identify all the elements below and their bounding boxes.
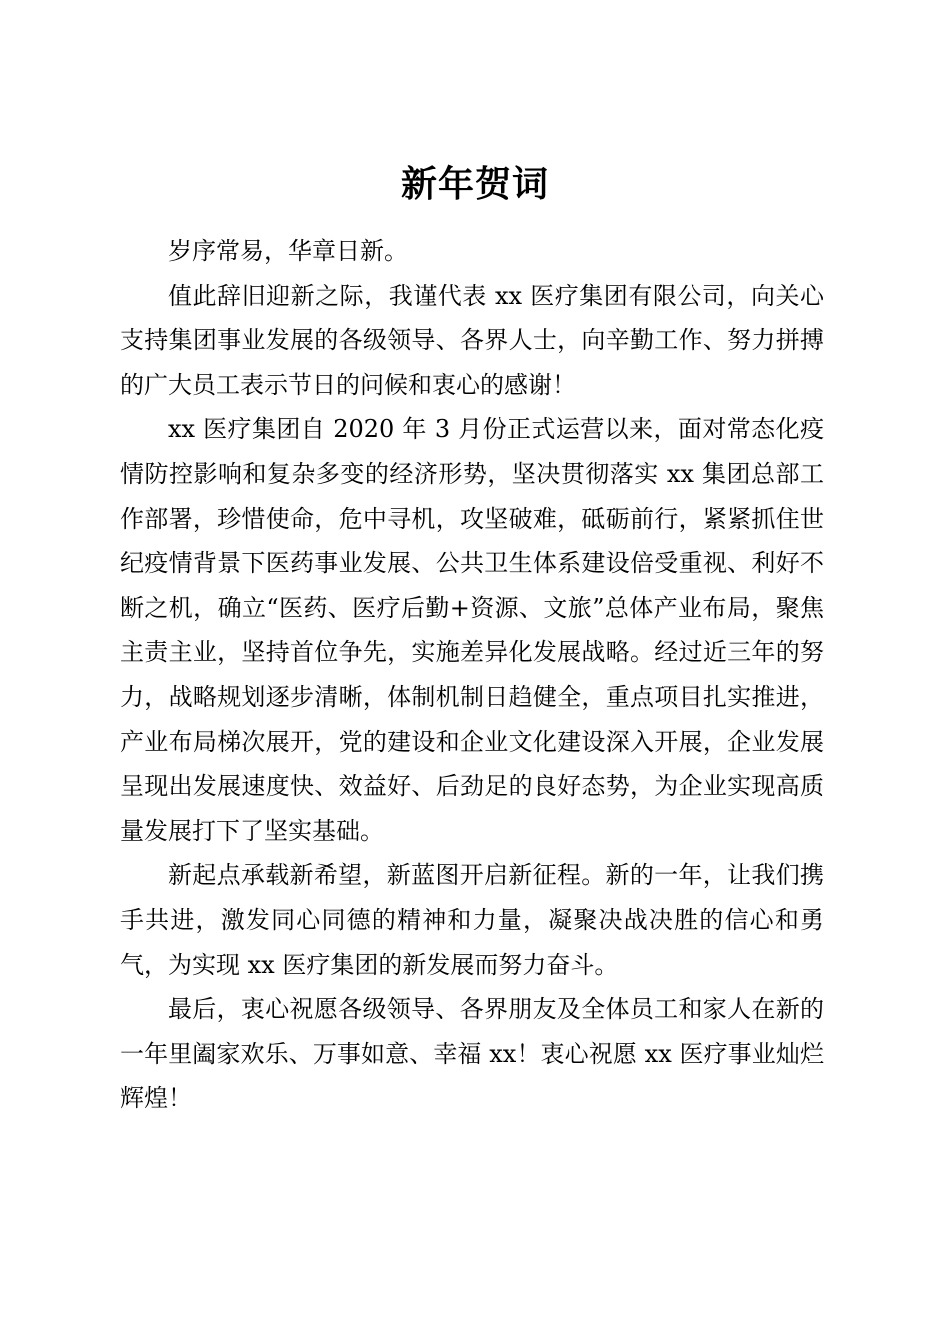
paragraph-closing: 最后，衷心祝愿各级领导、各界朋友及全体员工和家人在新的一年里阖家欢乐、万事如意、幸福 xx！衷心祝愿 xx 医疗事业灿烂辉煌！ <box>120 995 824 1113</box>
paragraph-review: xx 医疗集团自 2020 年 3 月份正式运营以来，面对常态化疫情防控影响和复杂多变的经济形势，坚决贯彻落实 xx 集团总部工作部署，珍惜使命，危中寻机，攻坚破难，砥砺前行，紧紧抓住世纪疫情背景下医药事业发展、公共卫生体系建设倍受重视、利好不断之机，确立“医药、医疗后勤+资源、文旅”总体产业布局，聚焦主责主业，坚持首位争先，实施差异化发展战略。经过近三年的努力，战略规划逐步清晰，体制机制日趋健全，重点项目扎实推进，产业布局梯次展开，党的建设和企业文化建设深入开展，企业发展呈现出发展速度快、效益好、后劲足的良好态势，为企业实现高质量发展打下了坚实基础。 <box>120 415 824 845</box>
paragraph-greeting: 值此辞旧迎新之际，我谨代表 xx 医疗集团有限公司，向关心支持集团事业发展的各级领导、各界人士，向辛勤工作、努力拼搏的广大员工表示节日的问候和衷心的感谢！ <box>120 281 824 399</box>
document-title: 新年贺词 <box>400 163 549 206</box>
paragraph-opening: 岁序常易，华章日新。 <box>168 237 408 265</box>
document-body <box>120 229 824 1121</box>
paragraph-outlook: 新起点承载新希望，新蓝图开启新征程。新的一年，让我们携手共进，激发同心同德的精神和力量，凝聚决战决胜的信心和勇气，为实现 xx 医疗集团的新发展而努力奋斗。 <box>120 861 824 979</box>
